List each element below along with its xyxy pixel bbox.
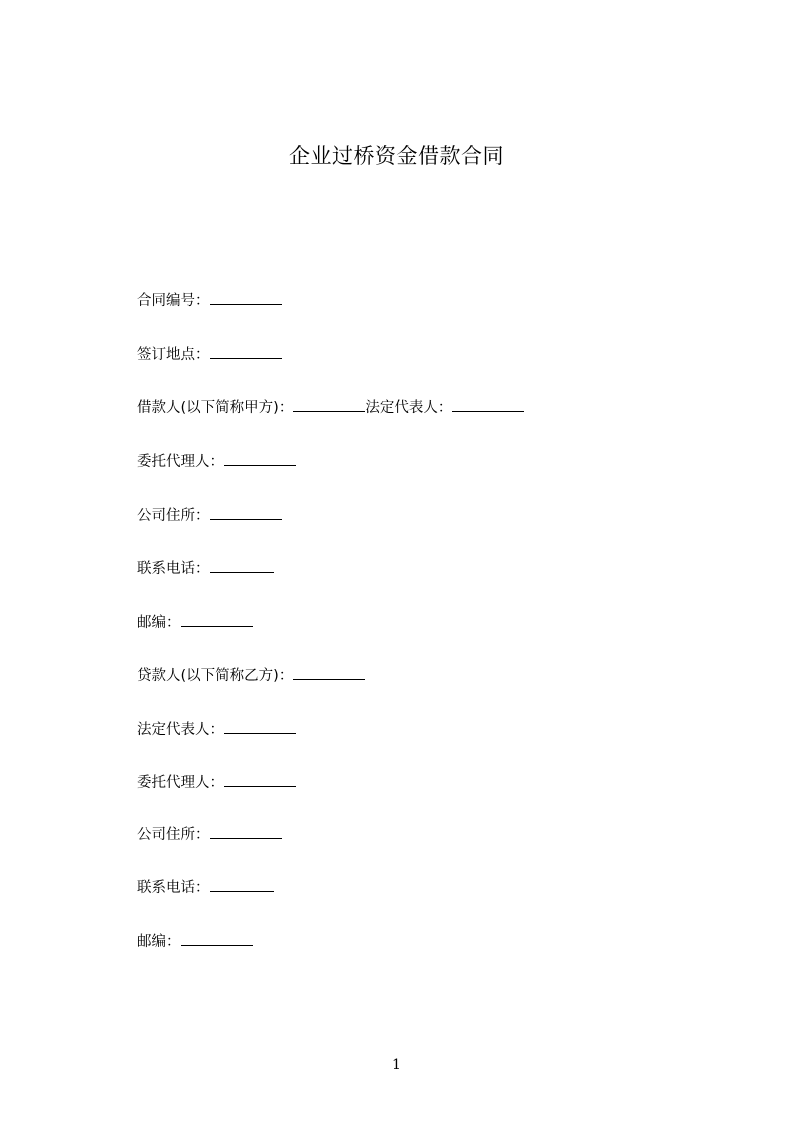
- lender-phone-blank[interactable]: [210, 877, 274, 892]
- lender-postcode-blank[interactable]: [181, 931, 253, 946]
- lender-address-label: 公司住所：: [137, 827, 210, 843]
- borrower-agent-blank[interactable]: [224, 451, 296, 466]
- contract-number-blank[interactable]: [210, 290, 282, 305]
- borrower-phone-label: 联系电话：: [137, 561, 210, 577]
- borrower-label: 借款人(以下简称甲方)：: [137, 400, 294, 416]
- lender-legal-rep-blank[interactable]: [224, 719, 296, 734]
- lender-phone-line: [137, 877, 274, 898]
- sign-place-line: [137, 344, 282, 365]
- lender-label: 贷款人(以下简称乙方)：: [137, 668, 294, 684]
- lender-legal-rep-label: 法定代表人：: [137, 722, 224, 738]
- page-number: 1: [392, 1057, 401, 1073]
- lender-address-blank[interactable]: [210, 824, 282, 839]
- borrower-agent-line: [137, 451, 296, 472]
- contract-number-line: [137, 290, 282, 311]
- borrower-agent-label: 委托代理人：: [137, 454, 224, 470]
- document-title: 企业过桥资金借款合同: [289, 144, 504, 168]
- lender-address-line: [137, 824, 282, 845]
- lender-agent-label: 委托代理人：: [137, 775, 224, 791]
- lender-postcode-line: [137, 931, 253, 952]
- borrower-address-label: 公司住所：: [137, 508, 210, 524]
- borrower-postcode-label: 邮编：: [137, 615, 181, 631]
- lender-legal-rep-line: [137, 719, 296, 740]
- borrower-postcode-line: [137, 612, 253, 633]
- sign-place-label: 签订地点：: [137, 347, 210, 363]
- lender-agent-blank[interactable]: [224, 772, 296, 787]
- lender-line: [137, 665, 365, 686]
- lender-postcode-label: 邮编：: [137, 934, 181, 950]
- borrower-address-line: [137, 505, 282, 526]
- borrower-blank[interactable]: [293, 397, 365, 412]
- borrower-legal-rep-blank[interactable]: [452, 397, 524, 412]
- lender-agent-line: [137, 772, 296, 793]
- contract-number-label: 合同编号：: [137, 293, 210, 309]
- borrower-line: [137, 397, 524, 418]
- sign-place-blank[interactable]: [210, 344, 282, 359]
- borrower-postcode-blank[interactable]: [181, 612, 253, 627]
- borrower-address-blank[interactable]: [210, 505, 282, 520]
- borrower-legal-rep-label: 法定代表人：: [365, 400, 453, 416]
- borrower-phone-blank[interactable]: [210, 558, 274, 573]
- lender-phone-label: 联系电话：: [137, 880, 210, 896]
- lender-blank[interactable]: [293, 665, 365, 680]
- borrower-phone-line: [137, 558, 274, 579]
